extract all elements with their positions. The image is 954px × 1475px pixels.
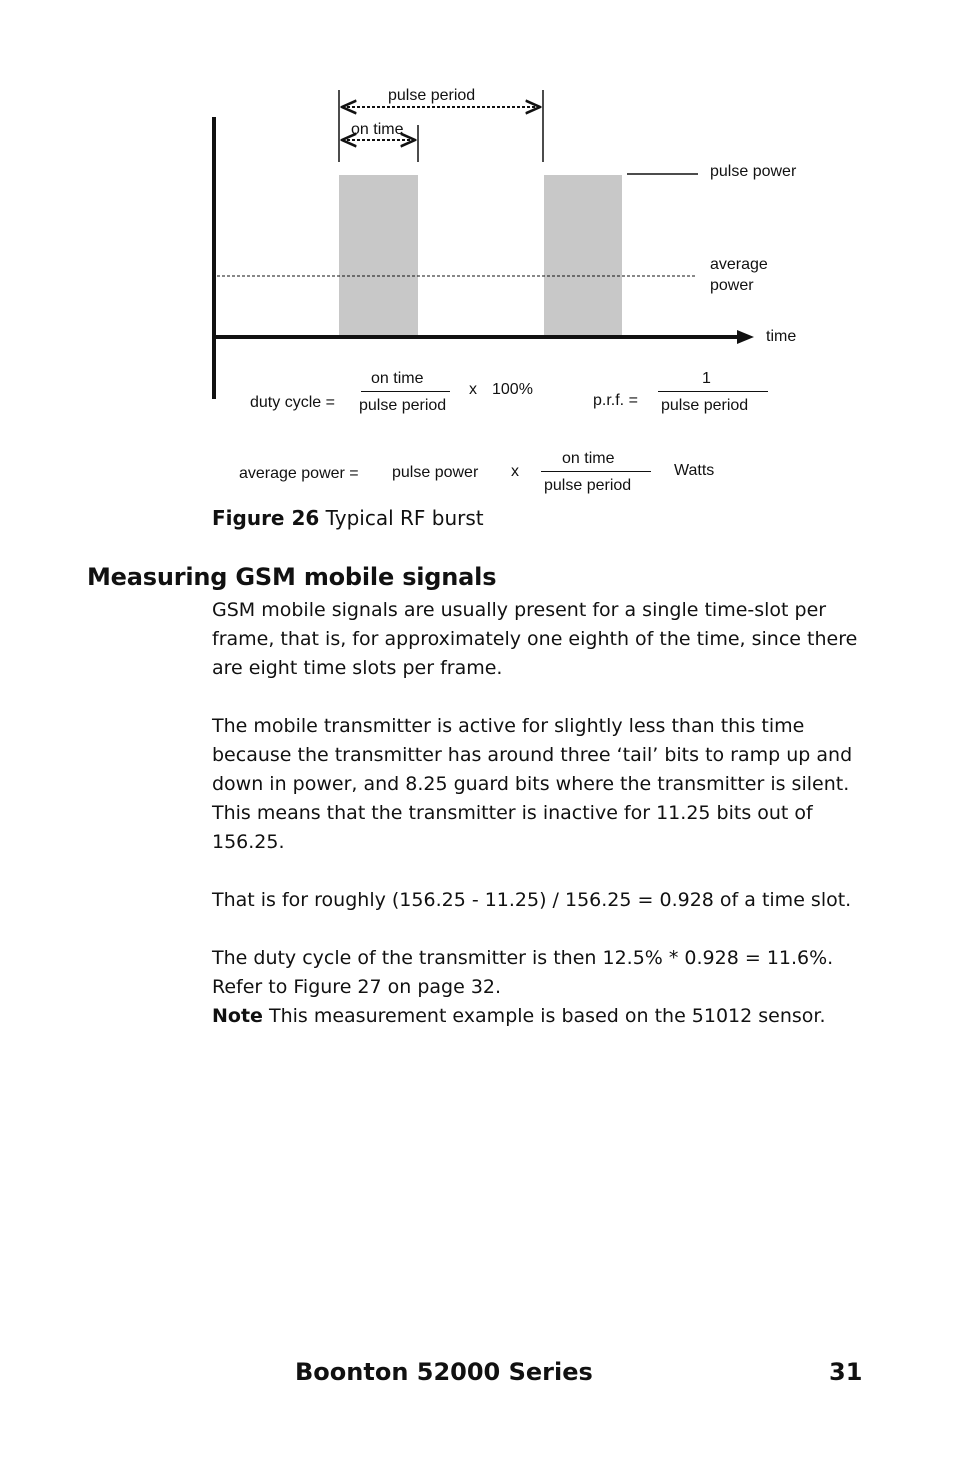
section-body — [212, 596, 872, 1031]
duty-cycle-line: The duty cycle of the transmitter is then 12.5% * 0.928 = 11.6%. — [212, 947, 834, 969]
note-text: This measurement example is based on the 51012 sensor. — [262, 1005, 826, 1027]
paragraph-time-slot-fraction: That is for roughly (156.25 - 11.25) / 156.25 = 0.928 of a time slot. — [212, 889, 852, 911]
duty-cycle-denominator: pulse period — [359, 397, 447, 414]
paragraph-duty-cycle — [212, 944, 872, 1031]
average-power-term: pulse power — [392, 464, 479, 481]
average-power-lhs: average power = — [239, 465, 359, 482]
average-power-unit: Watts — [674, 462, 715, 479]
note-label: Note — [212, 1005, 263, 1027]
rf-burst-figure — [0, 0, 954, 540]
figure-caption — [212, 506, 484, 530]
pulse-power-label: pulse power — [710, 163, 797, 180]
on-time-label: on time — [351, 121, 404, 138]
figure-reference-line: Refer to Figure 27 on page 32. — [212, 976, 502, 998]
prf-lhs: p.r.f. = — [593, 392, 638, 409]
duty-cycle-factor: 100% — [492, 381, 533, 398]
average-power-multiplier: x — [511, 463, 519, 480]
prf-denominator: pulse period — [661, 397, 749, 414]
section-heading: Measuring GSM mobile signals — [87, 563, 497, 591]
average-power-label-line1: average — [710, 256, 768, 273]
average-power-label-line2: power — [710, 277, 754, 294]
paragraph-gsm-presence: GSM mobile signals are usually present for a single time-slot per frame, that is, for approximately one eighth of the time, since there are eight time slots per frame. — [212, 599, 858, 679]
time-axis-label: time — [766, 328, 797, 345]
paragraph-transmitter-activity: The mobile transmitter is active for slightly less than this time because the transmitter has around three ‘tail’ bits to ramp up and down in power, and 8.25 guard bits where the transmitter is silent. This means that the transmitter is inactive for 11.25 bits out of 156.25. — [212, 715, 853, 853]
average-power-numerator: on time — [562, 450, 615, 467]
duty-cycle-lhs: duty cycle = — [250, 394, 335, 411]
figure-caption-label: Figure 26 — [212, 506, 320, 530]
prf-numerator: 1 — [702, 370, 711, 387]
pulse-2 — [544, 175, 622, 337]
duty-cycle-fraction-bar — [361, 391, 450, 392]
page-number: 31 — [829, 1358, 863, 1386]
duty-cycle-numerator: on time — [371, 370, 424, 387]
figure-caption-text: Typical RF burst — [325, 506, 484, 530]
average-power-denominator: pulse period — [544, 477, 632, 494]
prf-fraction-bar — [658, 391, 768, 392]
rf-burst-diagram — [0, 0, 954, 540]
footer-title: Boonton 52000 Series — [295, 1358, 593, 1386]
average-power-fraction-bar — [541, 471, 651, 472]
time-axis-arrowhead — [737, 330, 754, 344]
pulse-period-label: pulse period — [388, 87, 476, 104]
pulse-1 — [339, 175, 418, 337]
duty-cycle-multiplier: x — [469, 381, 477, 398]
